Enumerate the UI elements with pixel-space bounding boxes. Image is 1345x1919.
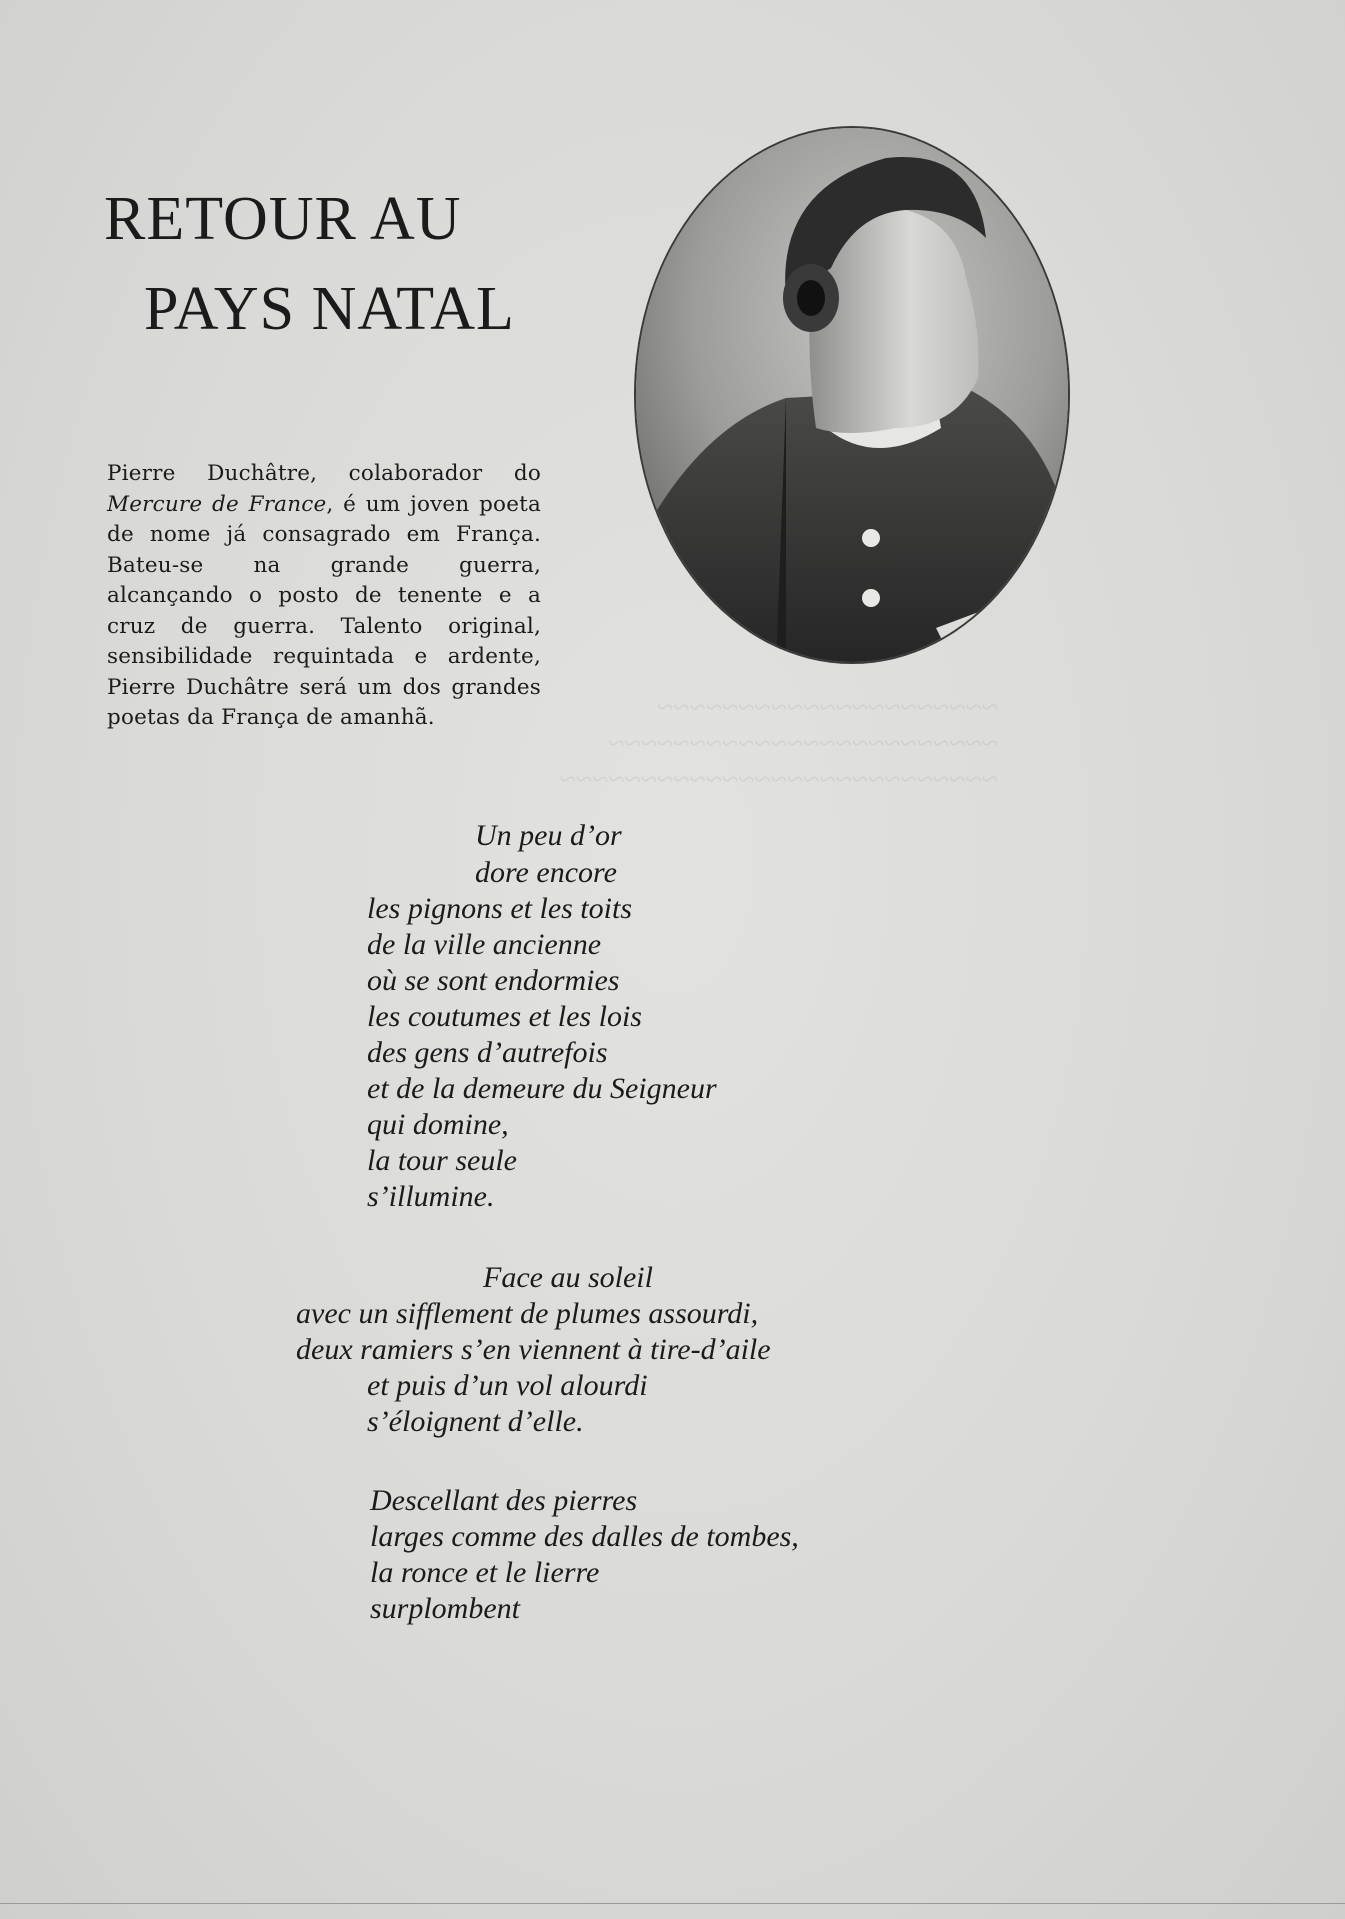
poem-line: les coutumes et les lois <box>367 1000 642 1033</box>
poem-line: où se sont endormies <box>367 964 620 997</box>
poem-line: qui domine, <box>367 1108 509 1141</box>
title-line-1: RETOUR AU <box>104 185 462 253</box>
intro-text-2: , é um joven poeta de nome já consagrado em França. Bateu-se na grande guerra, alcançando o posto de tenente e a cruz de guerra. Talento original, sensibilidade requintada e ardente, Pierre Duchâtre será um dos grandes poetas da França de amanhã. <box>107 491 541 730</box>
poem-line: avec un sifflement de plumes assourdi, <box>296 1297 759 1330</box>
poem-line: larges comme des dalles de tombes, <box>370 1520 799 1553</box>
poem-line: Face au soleil <box>483 1261 653 1294</box>
poem-line: s’illumine. <box>367 1180 495 1213</box>
show-through-texture: ~~~~~~~~~~~~~~~~~~~~~ ~~~~~~~~~~~~~~~~~~~~~~~~ ~~~~~~~~~~~~~~~~~~~~~~~~~~~ <box>560 691 999 796</box>
poem-line: dore encore <box>475 856 617 889</box>
poem-line: Descellant des pierres <box>370 1484 638 1517</box>
page-edge-line <box>0 1903 1345 1904</box>
poem-line: les pignons et les toits <box>367 892 632 925</box>
poem-line: s’éloignent d’elle. <box>367 1405 584 1438</box>
poem-line: la ronce et le lierre <box>370 1556 600 1589</box>
poem-line: des gens d’autrefois <box>367 1036 608 1069</box>
poem-line: la tour seule <box>367 1144 517 1177</box>
title-line-2: PAYS NATAL <box>144 275 515 343</box>
poem-line: de la ville ancienne <box>367 928 602 961</box>
journal-name: Mercure de France <box>107 491 327 517</box>
poem-line: et puis d’un vol alourdi <box>367 1369 648 1402</box>
poem-line: deux ramiers s’en viennent à tire-d’aile <box>296 1333 771 1366</box>
poem-line: Un peu d’or <box>475 819 622 852</box>
poem-line: et de la demeure du Seigneur <box>367 1072 717 1105</box>
poem-line: surplombent <box>370 1592 520 1625</box>
intro-text-1: Pierre Duchâtre, colaborador do <box>107 461 541 486</box>
